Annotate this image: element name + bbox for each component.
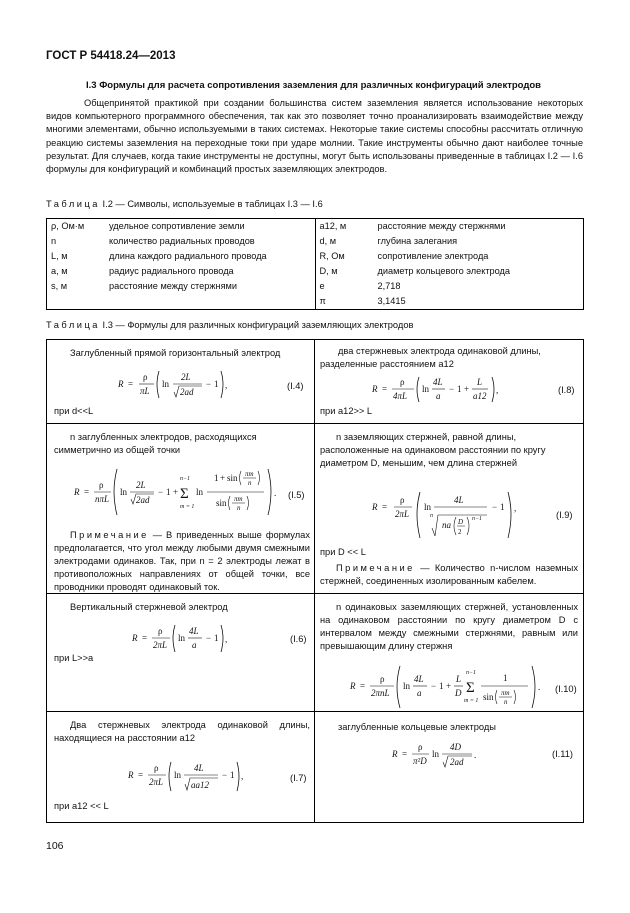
symbol-row [316, 279, 584, 294]
svg-text:na: na [442, 520, 451, 530]
i4-condition: при d<<L [54, 406, 94, 416]
svg-text:n−1: n−1 [466, 670, 477, 676]
svg-text:.: . [538, 682, 541, 692]
symbol-description: расстояние между стержнями [109, 281, 238, 291]
symbol-description: сопротивление электрода [377, 251, 489, 261]
note-word: Примечание [70, 530, 149, 540]
svg-text:−: − [158, 487, 164, 497]
formula-i10 [350, 664, 550, 715]
table-i3-caption [46, 320, 413, 330]
svg-text:−: − [222, 770, 228, 780]
symbol-name: d, м [319, 236, 337, 246]
caption-text: I.2 — Символы, используемые в таблицах I.3 — I.6 [99, 199, 323, 209]
svg-text:2πL: 2πL [153, 640, 168, 650]
svg-text:sin: sin [227, 473, 238, 483]
symbols-right-column [315, 219, 584, 310]
svg-text:R: R [74, 487, 80, 497]
svg-text:L: L [477, 377, 483, 387]
svg-text:R: R [128, 770, 134, 780]
svg-text:1: 1 [214, 379, 219, 389]
svg-text:ln: ln [178, 633, 186, 643]
svg-text:1: 1 [166, 487, 171, 497]
svg-text:,: , [496, 385, 499, 395]
table-i2-caption [46, 199, 323, 209]
svg-text:R: R [350, 681, 356, 691]
eq-number-i8: (I.8) [558, 385, 575, 395]
symbol-description: удельное сопротивление земли [109, 221, 245, 231]
svg-text:4L: 4L [414, 674, 424, 684]
eq-number-i10: (I.10) [555, 684, 577, 694]
symbol-row [47, 219, 315, 234]
symbol-row [47, 264, 315, 279]
svg-text:=: = [138, 770, 144, 780]
symbol-description: длина каждого радиального провода [109, 251, 267, 261]
formula-i8 [372, 374, 517, 409]
svg-text:4πL: 4πL [393, 391, 408, 401]
svg-text:+: + [173, 487, 179, 497]
svg-text:sin: sin [216, 498, 227, 508]
symbol-description: диаметр кольцевого электрода [377, 266, 511, 276]
caption-text: I.3 — Формулы для различных конфигураций заземляющих электродов [99, 320, 414, 330]
svg-text:1: 1 [439, 681, 444, 691]
svg-text:a12: a12 [473, 391, 487, 401]
symbol-name: R, Ом [319, 251, 345, 261]
svg-text:,: , [225, 380, 228, 390]
symbol-row [47, 279, 315, 294]
svg-text:ρ: ρ [99, 480, 104, 490]
i7-condition: при a12 << L [54, 801, 109, 811]
symbols-table [46, 218, 584, 310]
svg-text:ρ: ρ [418, 742, 423, 752]
svg-text:ρ: ρ [143, 372, 148, 382]
symbol-name: π [319, 296, 326, 306]
section-title: I.3 Формулы для расчета сопротивления заземления для различных конфигураций электродов [86, 80, 542, 91]
svg-text:ρ: ρ [380, 674, 385, 684]
caption-word: Таблица [46, 320, 100, 330]
svg-text:ln: ln [424, 502, 432, 512]
eq-number-i6: (I.6) [290, 634, 307, 644]
formula-i6 [132, 622, 242, 659]
i8-condition: при a12>> L [320, 406, 373, 416]
i11-title: заглубленные кольцевые электроды [338, 722, 496, 732]
svg-text:n−1: n−1 [472, 516, 483, 522]
symbol-name: a, м [51, 266, 68, 276]
eq-number-i5: (I.5) [288, 490, 305, 500]
svg-text:a: a [417, 688, 422, 698]
svg-text:ln: ln [174, 770, 182, 780]
svg-text:R: R [118, 379, 124, 389]
svg-text:=: = [382, 384, 388, 394]
svg-text:=: = [360, 681, 366, 691]
symbol-description: 3,1415 [377, 296, 406, 306]
symbol-row [47, 234, 315, 249]
svg-text:2L: 2L [181, 372, 191, 382]
symbol-name: L, м [51, 251, 68, 261]
svg-text:=: = [382, 502, 388, 512]
formula-i11 [392, 738, 482, 777]
svg-text:2πnL: 2πnL [371, 688, 390, 698]
svg-text:πL: πL [140, 386, 150, 396]
i9-note [320, 562, 578, 588]
svg-text:2ad: 2ad [136, 495, 150, 505]
symbol-description: глубина залегания [377, 236, 458, 246]
i6-title: Вертикальный стержневой электрод [70, 602, 228, 612]
svg-text:ρ: ρ [400, 495, 405, 505]
i6-condition: при L>>a [54, 653, 94, 663]
svg-text:m = 1: m = 1 [464, 698, 479, 704]
symbol-name: e [319, 281, 325, 291]
svg-text:m = 1: m = 1 [180, 504, 195, 510]
svg-text:4L: 4L [454, 495, 464, 505]
svg-text:n: n [248, 479, 252, 487]
svg-text:ln: ln [403, 681, 411, 691]
symbol-description: 2,718 [377, 281, 401, 291]
svg-text:−: − [206, 633, 212, 643]
svg-text:+: + [446, 681, 452, 691]
svg-text:sin: sin [483, 692, 494, 702]
symbol-row [316, 294, 584, 309]
svg-text:1: 1 [230, 770, 235, 780]
intro-paragraph: Общепринятой практикой при создании большинства систем заземления является использование некоторых видов компьютерного программного обеспечения, так как это позволяет точно проанализировать взаимодействие между многими элементами, обычно используемыми в таких системах. Некоторые такие системы способны рассчитать отличную реакцию системы заземления на переходные токи при ударе молнии. Такие инструменты обычно дают наиболее точные результат. Для случаев, когда такие инструменты не доступны, могут быть использованы приведенные в таблицах I.2 — I.6 формулы для конфигураций и комбинаций простых заземляющих электродов. [46, 98, 583, 175]
svg-text:n: n [504, 698, 508, 706]
formula-i5 [74, 466, 289, 523]
svg-text:,: , [225, 634, 228, 644]
formula-i9 [372, 490, 522, 547]
symbols-left-column [47, 219, 316, 310]
symbol-name: a12, м [319, 221, 347, 231]
svg-text:4L: 4L [189, 626, 199, 636]
symbol-description: количество радиальных проводов [109, 236, 255, 246]
i10-title: n одинаковых заземляющих стержней, установленных на одинаковом расстоянии по кругу диаметром D с интервалом между смежными стержнями, равным или превышающим длину стержня [320, 602, 578, 651]
symbol-row [47, 249, 315, 264]
eq-number-i4: (I.4) [287, 381, 304, 391]
eq-number-i7: (I.7) [290, 773, 307, 783]
svg-text:R: R [372, 384, 378, 394]
svg-text:−: − [206, 379, 212, 389]
svg-text:ln: ln [196, 487, 204, 497]
svg-text:4L: 4L [194, 763, 204, 773]
caption-word: Таблица [46, 199, 100, 209]
svg-text:R: R [132, 633, 138, 643]
svg-text:1: 1 [214, 473, 219, 483]
symbol-row [316, 219, 584, 234]
svg-text:πm: πm [245, 470, 254, 478]
svg-text:,: , [241, 771, 244, 781]
svg-text:n: n [237, 504, 241, 512]
svg-text:4L: 4L [433, 377, 443, 387]
svg-text:=: = [402, 749, 408, 759]
svg-text:−: − [431, 681, 437, 691]
svg-text:π²D: π²D [413, 756, 427, 766]
svg-text:nπL: nπL [95, 494, 110, 504]
svg-text:−: − [449, 384, 455, 394]
symbol-name: D, м [319, 266, 338, 276]
svg-text:R: R [372, 502, 378, 512]
formula-i7 [128, 759, 253, 800]
note-text: — В приведенных выше формулах предполагается, что угол между любыми двумя смежными электродами одинаков. Так, при n = 2 электроды лежат в противоположных направлениях от общей точки, все проводники проводят одинаковый ток. [54, 530, 310, 592]
i9-title: n заземляющих стержней, равной длины, расположенные на одинаковом расстоянии по кругу диаметром D, меньшим, чем длина стержней [320, 432, 546, 468]
svg-text:1: 1 [503, 673, 508, 683]
eq-number-i11: (I.11) [552, 749, 574, 759]
svg-text:1: 1 [500, 502, 505, 512]
i7-title: Два стержневых электрода одинаковой длины, находящиеся на расстоянии a12 [54, 720, 310, 743]
svg-text:ln: ln [162, 379, 170, 389]
svg-text:ln: ln [432, 749, 440, 759]
svg-text:.: . [274, 488, 277, 498]
svg-text:ln: ln [422, 384, 430, 394]
svg-text:n−1: n−1 [180, 476, 191, 482]
svg-text:ρ: ρ [154, 763, 159, 773]
svg-text:2πL: 2πL [395, 509, 410, 519]
svg-text:1: 1 [214, 633, 219, 643]
svg-text:a: a [436, 391, 441, 401]
svg-text:Σ: Σ [180, 486, 189, 502]
symbol-row [316, 249, 584, 264]
svg-text:+: + [464, 384, 470, 394]
svg-text:=: = [142, 633, 148, 643]
svg-text:πm: πm [501, 689, 510, 697]
i5-title: n заглубленных электродов, расходящихся симметрично из общей точки [54, 432, 257, 455]
svg-text:R: R [392, 749, 398, 759]
symbol-name: ρ, Ом·м [51, 221, 85, 231]
svg-text:L: L [456, 674, 462, 684]
svg-text:n: n [430, 513, 433, 519]
svg-text:2πL: 2πL [149, 777, 164, 787]
svg-text:ρ: ρ [400, 377, 405, 387]
formula-i4 [118, 368, 253, 405]
svg-text:D: D [458, 518, 464, 526]
symbol-name: s, м [51, 281, 68, 291]
i8-title: два стержневых электрода одинаковой длины, разделенные расстоянием a12 [320, 346, 541, 369]
svg-text:πm: πm [234, 495, 243, 503]
svg-text:−: − [492, 502, 498, 512]
i4-title: Заглубленный прямой горизонтальный электрод [70, 348, 281, 358]
svg-text:1: 1 [457, 384, 462, 394]
eq-number-i9: (I.9) [556, 510, 573, 520]
svg-text:2: 2 [458, 528, 462, 536]
symbol-row [316, 234, 584, 249]
svg-text:ln: ln [120, 487, 128, 497]
svg-text:D: D [455, 688, 462, 698]
svg-text:2L: 2L [136, 480, 146, 490]
svg-text:2ad: 2ad [450, 757, 464, 767]
symbol-description: расстояние между стержнями [377, 221, 506, 231]
svg-text:.: . [474, 750, 477, 760]
svg-text:a: a [192, 640, 197, 650]
note-text: — Количество n-числом наземных стержней, соединенных изолированным кабелем. [320, 563, 578, 586]
symbol-row [316, 264, 584, 279]
svg-text:+: + [220, 473, 226, 483]
svg-text:=: = [128, 379, 134, 389]
svg-text:=: = [84, 487, 90, 497]
i5-note [54, 529, 310, 594]
svg-text:aa12: aa12 [191, 780, 209, 790]
svg-text:Σ: Σ [466, 680, 475, 696]
note-word: Примечание [336, 563, 415, 573]
symbol-description: радиус радиального провода [109, 266, 234, 276]
svg-text:,: , [514, 503, 517, 513]
svg-text:ρ: ρ [158, 626, 163, 636]
document-header: ГОСТ Р 54418.24—2013 [46, 50, 176, 62]
symbol-name: n [51, 236, 57, 246]
i9-condition: при D << L [320, 547, 366, 557]
svg-text:4D: 4D [450, 742, 461, 752]
page-number: 106 [46, 840, 64, 852]
svg-text:2ad: 2ad [180, 387, 194, 397]
